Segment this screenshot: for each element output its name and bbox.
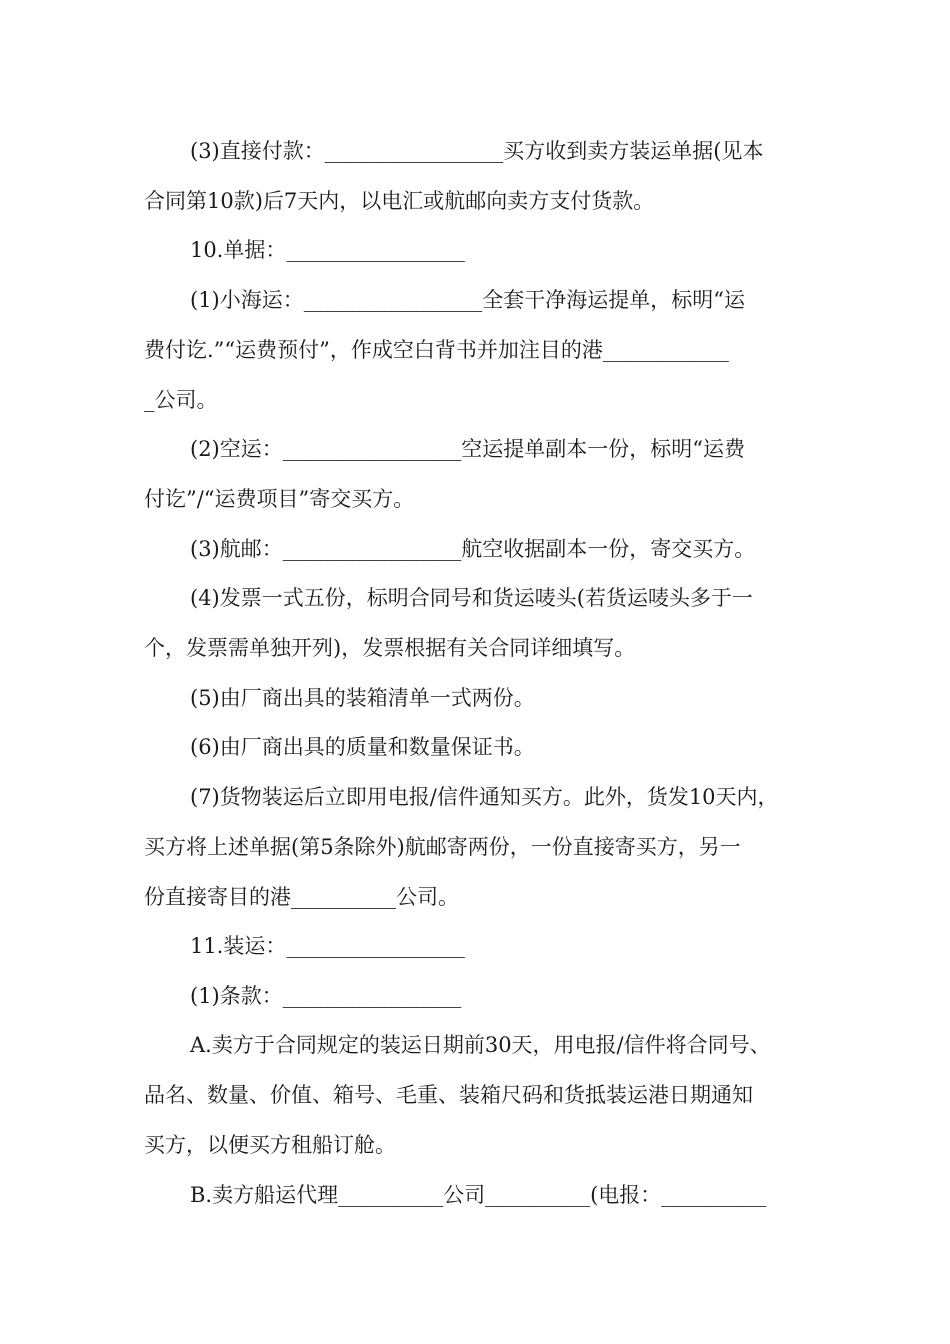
text-line: B.卖方船运代理__________公司__________(电报：__________ [190,1183,767,1207]
text-line: (1)小海运：_________________全套干净海运提单，标明“运 [190,288,745,312]
text-line: 合同第10款)后7天内，以电汇或航邮向卖方支付货款。 [144,189,655,213]
text-line: 付讫”/“运费项目”寄交买方。 [144,487,415,511]
text-line: 份直接寄目的港__________公司。 [144,885,459,909]
text-line: (1)条款：_________________ [190,984,462,1008]
text-line: (3)直接付款：_________________买方收到卖方装运单据(见本 [190,139,764,163]
text-line: (4)发票一式五份，标明合同号和货运唛头(若货运唛头多于一 [190,586,753,610]
text-line: (5)由厂商出具的装箱清单一式两份。 [190,686,535,710]
text-line: (3)航邮：_________________航空收据副本一份，寄交买方。 [190,537,756,561]
text-line: A.卖方于合同规定的装运日期前30天，用电报/信件将合同号、 [190,1033,771,1057]
text-line: (6)由厂商出具的质量和数量保证书。 [190,735,535,759]
text-line: 费付讫.”“运费预付”，作成空白背书并加注目的港____________ [144,338,729,362]
text-line: 买方，以便买方租船订舱。 [144,1133,396,1157]
text-line: 品名、数量、价值、箱号、毛重、装箱尺码和货抵装运港日期通知 [144,1083,753,1107]
text-line: 买方将上述单据(第5条除外)航邮寄两份，一份直接寄买方，另一 [144,835,741,859]
text-line: 11.装运：_________________ [190,934,465,958]
text-line: (7)货物装运后立即用电报/信件通知买方。此外，货发10天内， [190,785,779,809]
text-line: 个，发票需单独开列)，发票根据有关合同详细填写。 [144,636,636,660]
text-line: _公司。 [144,388,218,412]
text-line: (2)空运：_________________空运提单副本一份，标明“运费 [190,437,745,461]
text-line: 10.单据：_________________ [190,238,465,262]
